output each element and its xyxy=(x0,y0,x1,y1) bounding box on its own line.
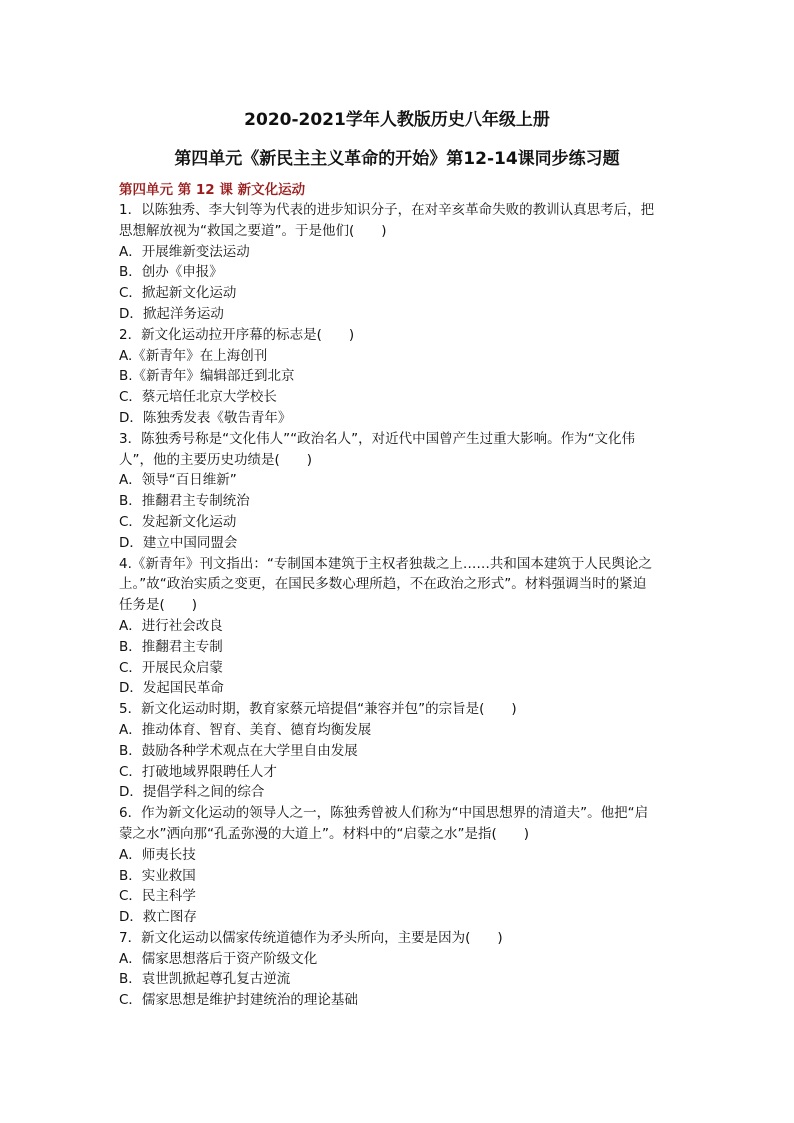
answer-option: D．陈独秀发表《敬告青年》 xyxy=(119,409,292,426)
answer-option: A．儒家思想落后于资产阶级文化 xyxy=(119,950,318,967)
answer-option: C．发起新文化运动 xyxy=(119,513,237,530)
question-text-continued: 任务是( ) xyxy=(119,597,198,614)
answer-option: D．提倡学科之间的综合 xyxy=(119,784,265,801)
question-text: 5．新文化运动时期，教育家蔡元培提倡“兼容并包”的宗旨是( ) xyxy=(119,701,517,718)
answer-option: C．民主科学 xyxy=(119,888,196,905)
answer-option: A．开展维新变法运动 xyxy=(119,243,250,260)
answer-option: B．袁世凯掀起尊孔复古逆流 xyxy=(119,971,291,988)
question-text-continued: 上。”故“政治实质之变更，在国民多数心理所趋，不在政治之形式”。材料强调当时的紧迫 xyxy=(119,576,647,593)
question-text-continued: 蒙之水”洒向那“孔孟弥漫的大道上”。材料中的“启蒙之水”是指( ) xyxy=(119,825,530,842)
answer-option: A．领导“百日维新” xyxy=(119,472,237,489)
answer-option: A．师夷长技 xyxy=(119,846,196,863)
question-text: 2．新文化运动拉开序幕的标志是( ) xyxy=(119,326,355,343)
answer-option: B．推翻君主专制统治 xyxy=(119,493,250,510)
question-text: 6．作为新文化运动的领导人之一，陈独秀曾被人们称为“中国思想界的清道夫”。他把“启 xyxy=(119,805,649,822)
document-subtitle: 第四单元《新民主主义革命的开始》第12-14课同步练习题 xyxy=(174,149,620,169)
answer-option: B．推翻君主专制 xyxy=(119,638,223,655)
answer-option: B．实业救国 xyxy=(119,867,196,884)
answer-option: D．建立中国同盟会 xyxy=(119,534,238,551)
section-heading: 第四单元 第 12 课 新文化运动 xyxy=(119,182,306,198)
answer-option: B.《新青年》编辑部迁到北京 xyxy=(119,368,295,385)
answer-option: D．掀起洋务运动 xyxy=(119,305,224,322)
answer-option: C．儒家思想是维护封建统治的理论基础 xyxy=(119,992,358,1009)
question-text-continued: 思想解放视为“救国之要道”。于是他们( ) xyxy=(119,222,387,239)
question-text-continued: 人”，他的主要历史功绩是( ) xyxy=(119,451,313,468)
answer-option: D．救亡图存 xyxy=(119,909,197,926)
question-list xyxy=(119,200,679,1011)
answer-option: C．蔡元培任北京大学校长 xyxy=(119,389,277,406)
answer-option: A．进行社会改良 xyxy=(119,617,223,634)
answer-option: B．鼓励各种学术观点在大学里自由发展 xyxy=(119,742,358,759)
answer-option: C．打破地域界限聘任人才 xyxy=(119,763,277,780)
question-text: 1．以陈独秀、李大钊等为代表的进步知识分子，在对辛亥革命失败的教训认真思考后，把 xyxy=(119,202,655,218)
answer-option: A．推动体育、智育、美育、德育均衡发展 xyxy=(119,721,372,738)
answer-option: C．掀起新文化运动 xyxy=(119,285,237,302)
answer-option: D．发起国民革命 xyxy=(119,680,224,697)
question-text: 4.《新青年》刊文指出：“专制国本建筑于主权者独裁之上……共和国本建筑于人民舆论之 xyxy=(119,555,652,572)
document-title: 2020-2021学年人教版历史八年级上册 xyxy=(244,110,550,130)
answer-option: A.《新青年》在上海创刊 xyxy=(119,347,268,364)
question-text: 7．新文化运动以儒家传统道德作为矛头所向，主要是因为( ) xyxy=(119,929,503,946)
answer-option: B．创办《申报》 xyxy=(119,264,223,281)
question-text: 3．陈独秀号称是“文化伟人”“政治名人”，对近代中国曾产生过重大影响。作为“文化伟 xyxy=(119,430,636,447)
answer-option: C．开展民众启蒙 xyxy=(119,659,223,676)
